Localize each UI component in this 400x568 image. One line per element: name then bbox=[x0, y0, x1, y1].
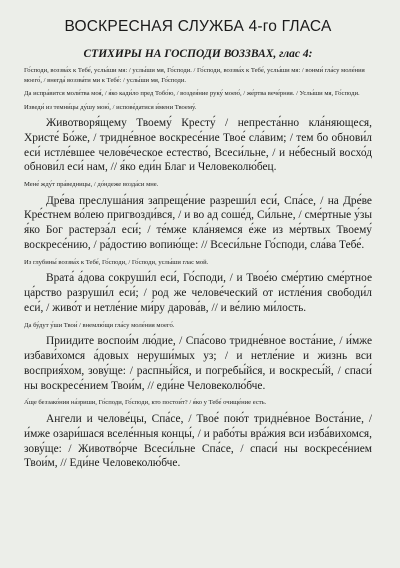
stichera-text: Дре́ва преслуша́ния запреще́ние разреши́л еси́, Спа́се, / на Дре́ве Кре́стнем во́лею пригвозди́вся, / и во ад соше́д, Си́льне, / сме́ртные у́зы я́ко Бог растерза́л еси́; / те́мже кла́няемся е́же из ме́ртвых Твоему́ воскресе́нию, / ра́достию вопию́ще: // Всеси́льне Го́споди, сла́ва Тебе́. bbox=[24, 194, 372, 252]
page-title: ВОСКРЕСНАЯ СЛУЖБА 4-го ГЛАСА bbox=[64, 18, 332, 35]
verse-small: Из глубины́ воззва́х к Тебе́, Го́споди, / Го́споди, услы́ши глас мой. bbox=[24, 258, 209, 266]
page-subtitle: СТИХИРЫ НА ГОСПОДИ ВОЗЗВАХ, глас 4: bbox=[83, 48, 313, 60]
verse-small: Да бу́дут у́ши Твои́ / внемлю́щи гла́су моле́ния моего́. bbox=[24, 321, 175, 329]
verse-small: Мене́ жду́т пра́ведницы, / до́ндеже возда́си мне. bbox=[24, 181, 159, 189]
verse-small: А́ще беззако́ния на́зриши, Го́споди, Го́споди, кто постои́т? / я́ко у Тебе́ очище́ние есть. bbox=[24, 399, 267, 407]
verse-small: Изведи́ из темни́цы ду́шу мою́, / испове́датися и́мени Твоему́. bbox=[24, 103, 197, 111]
verse-small: Го́споди, воззва́х к Тебе́, услы́ши мя: / услы́ши мя, Го́споди. / Го́споди, воззва́х к Тебе́, услы́ши мя: / вонми́ гла́су моле́ния моего́, / внегда́ воззва́ти ми к Тебе́: / услы́ши мя, Го́споди. bbox=[24, 67, 365, 84]
stichera-text: Животворя́щему Твоему́ Кресту́ / непреста́нно кла́няющеся, Христе́ Бо́же, / тридне́вное воскресе́ние Твое́ сла́вим; / тем бо обнови́л еси́ истле́вшее челове́ческое естество́, Всеси́льне, / и не́бесный восхо́д обнови́л еси́ нам, // я́ко еди́н Благ и Человеколю́бец. bbox=[24, 117, 372, 174]
stichera-text: Ангели и челове́цы, Спа́се, / Твое́ пою́т тридне́вное Воста́ние, / и́мже озари́шася вселе́нныя концы́, / и рабо́ты вра́жия вси изба́вихомся, зову́ще: / Животво́рче Всеси́льне Спа́се, / спаси́ ны воскресе́нием Твои́м, // Еди́не Человеколю́бче. bbox=[24, 412, 372, 470]
stichera-text: Приидите воспои́м лю́дие, / Спа́сово тридне́вное воста́ние, / и́мже избави́хомся а́довых неруши́мых уз; / и нетле́ние и жизнь вси восприя́хом, зову́ще: / распны́йся, и погребы́йся, и воскресы́й, / спаси́ ны воскресе́нием Твои́м, // еди́не Человеколю́бче. bbox=[24, 335, 372, 392]
verse-small: Да испра́вится моли́тва моя́, / я́ко кади́ло пред Тобо́ю, / воздея́ние руку́ моею́, / же́ртва вече́рняя. / Услы́ши мя, Го́споди. bbox=[24, 90, 360, 97]
stichera-text: Врата́ а́дова сокруши́л еси́, Го́споди, / и Твое́ю сме́ртию сме́ртное ца́рство разруши́л еси́; / род же челове́ческий от истле́ния свободи́л еси́, / живо́т и нетле́ние ми́ру дарова́в, // и ве́лию ми́лость. bbox=[24, 272, 372, 314]
